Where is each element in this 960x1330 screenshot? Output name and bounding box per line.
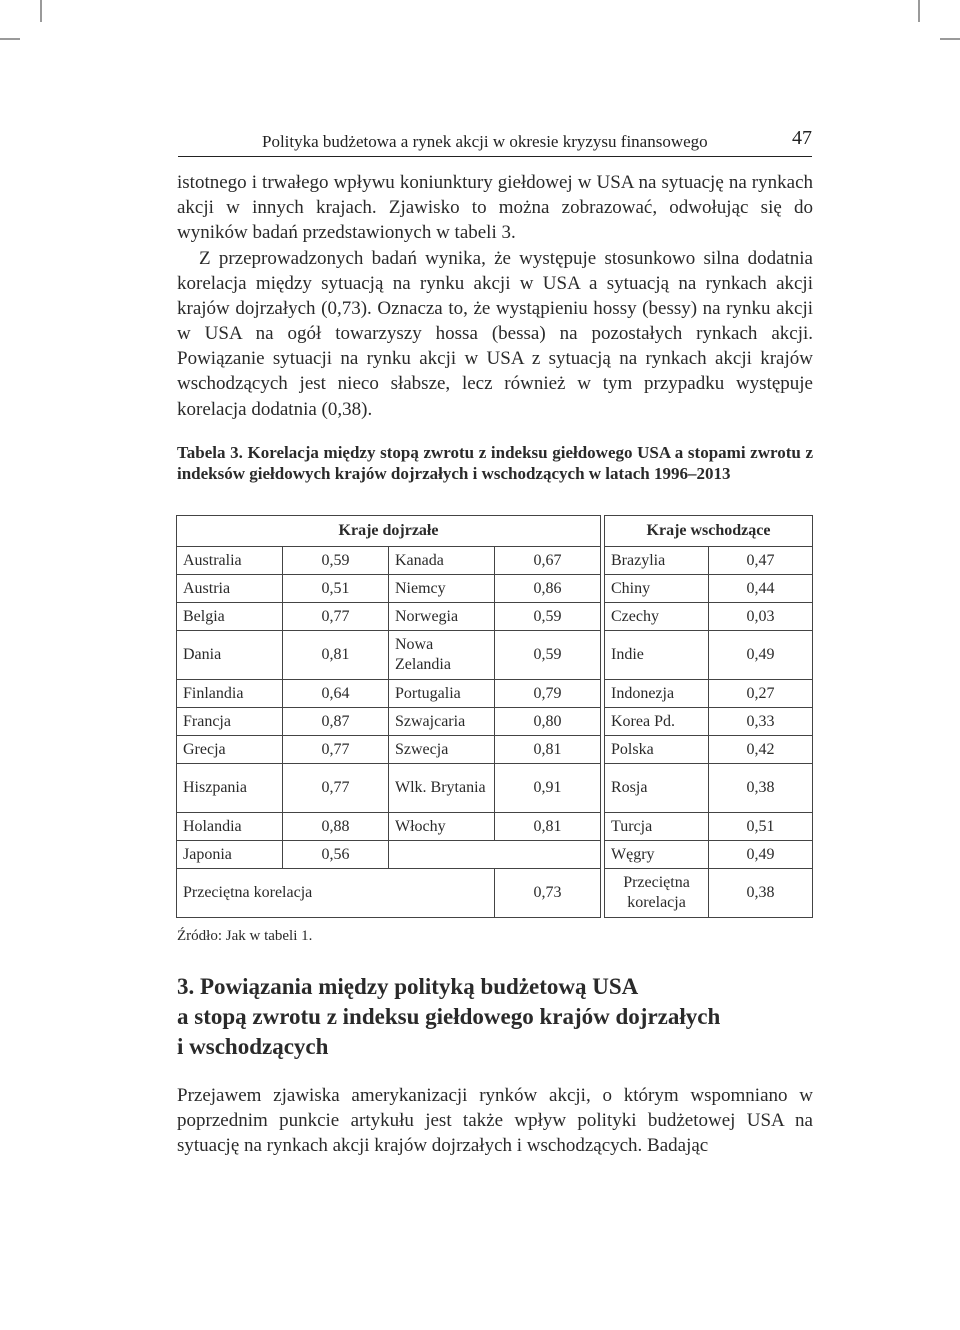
value-cell: 0,59 bbox=[495, 631, 601, 680]
country-cell: Australia bbox=[177, 547, 283, 575]
value-cell: 0,27 bbox=[709, 680, 813, 708]
table-row bbox=[177, 575, 813, 603]
value-cell: 0,59 bbox=[495, 603, 601, 631]
paragraph-intro: istotnego i trwałego wpływu koniunktury giełdowej w USA na sytuację na rynkach akcji w innych krajach. Zjawisko to można zobrazować, odwołując się do wyników badań przedstawionych w tabeli 3. bbox=[177, 172, 813, 244]
table-row bbox=[177, 708, 813, 736]
value-cell: 0,87 bbox=[283, 708, 389, 736]
crop-mark bbox=[918, 0, 920, 22]
value-cell: 0,44 bbox=[709, 575, 813, 603]
country-cell: Chiny bbox=[605, 575, 709, 603]
paragraph-section-intro: Przejawem zjawiska amerykanizacji rynków akcji, o którym wspomniano w poprzednim punkcie artykułu jest także wpływ polityki budżetowej USA na sytuację na rynkach akcji krajów dojrzałych i wschodzących. Badając bbox=[177, 1085, 813, 1157]
crop-mark bbox=[940, 38, 960, 40]
value-cell: 0,59 bbox=[283, 547, 389, 575]
value-cell: 0,47 bbox=[709, 547, 813, 575]
country-cell: Dania bbox=[177, 631, 283, 680]
value-cell: 0,77 bbox=[283, 603, 389, 631]
value-cell: 0,42 bbox=[709, 736, 813, 764]
average-label-developed: Przeciętna korelacja bbox=[177, 869, 495, 918]
crop-mark bbox=[0, 38, 20, 40]
empty-cell bbox=[389, 841, 601, 869]
value-cell: 0,51 bbox=[709, 813, 813, 841]
value-cell: 0,88 bbox=[283, 813, 389, 841]
country-cell: Nowa Zelandia bbox=[389, 631, 495, 680]
country-cell: Czechy bbox=[605, 603, 709, 631]
value-cell: 0,49 bbox=[709, 631, 813, 680]
value-cell: 0,80 bbox=[495, 708, 601, 736]
value-cell: 0,81 bbox=[495, 813, 601, 841]
country-cell: Kanada bbox=[389, 547, 495, 575]
country-cell: Włochy bbox=[389, 813, 495, 841]
country-cell: Norwegia bbox=[389, 603, 495, 631]
crop-mark bbox=[40, 0, 42, 22]
paragraph-correlation-findings: Z przeprowadzonych badań wynika, że występuje stosunkowo silna dodatnia korelacja między sytuacją na rynku akcji w USA a sytuacją na rynkach akcji krajów dojrzałych (0,73). Oznacza to, że wystąpieniu hossy (bessy) na rynku akcji w USA na ogół towarzyszy hossa (bessa) na pozostałych rynkach akcji. Powiązanie sytuacji na rynku akcji w USA z sytuacją na rynkach akcji krajów wschodzących jest nieco słabsze, lecz również w tym przypadku występuje korelacja dodatnia (0,38). bbox=[177, 248, 813, 420]
country-cell: Francja bbox=[177, 708, 283, 736]
country-cell: Grecja bbox=[177, 736, 283, 764]
country-cell: Korea Pd. bbox=[605, 708, 709, 736]
value-cell: 0,79 bbox=[495, 680, 601, 708]
table-row bbox=[177, 813, 813, 841]
table-row bbox=[177, 631, 813, 680]
table-row bbox=[177, 736, 813, 764]
country-cell: Polska bbox=[605, 736, 709, 764]
header-emerging-markets: Kraje wschodzące bbox=[605, 516, 813, 547]
country-cell: Austria bbox=[177, 575, 283, 603]
country-cell: Niemcy bbox=[389, 575, 495, 603]
country-cell: Turcja bbox=[605, 813, 709, 841]
country-cell: Portugalia bbox=[389, 680, 495, 708]
country-cell: Brazylia bbox=[605, 547, 709, 575]
value-cell: 0,91 bbox=[495, 764, 601, 813]
country-cell: Indie bbox=[605, 631, 709, 680]
section-heading-line: i wschodzących bbox=[177, 1034, 329, 1059]
header-developed-markets: Kraje dojrzałe bbox=[177, 516, 601, 547]
table-row bbox=[177, 603, 813, 631]
country-cell: Rosja bbox=[605, 764, 709, 813]
table-source: Źródło: Jak w tabeli 1. bbox=[177, 928, 313, 944]
page-number: 47 bbox=[792, 127, 812, 149]
country-cell: Finlandia bbox=[177, 680, 283, 708]
country-cell: Indonezja bbox=[605, 680, 709, 708]
value-cell: 0,81 bbox=[283, 631, 389, 680]
section-heading-line: a stopą zwrotu z indeksu giełdowego krajów dojrzałych bbox=[177, 1004, 721, 1029]
section-heading bbox=[177, 972, 813, 1062]
average-value-developed: 0,73 bbox=[495, 869, 601, 918]
average-label-emerging: Przeciętna korelacja bbox=[605, 869, 709, 918]
table-row bbox=[177, 680, 813, 708]
table-caption: Tabela 3. Korelacja między stopą zwrotu z indeksu giełdowego USA a stopami zwrotu z indeksów giełdowych krajów dojrzałych i wschodzących w latach 1996–2013 bbox=[177, 443, 813, 483]
value-cell: 0,49 bbox=[709, 841, 813, 869]
value-cell: 0,51 bbox=[283, 575, 389, 603]
country-cell: Szwecja bbox=[389, 736, 495, 764]
value-cell: 0,67 bbox=[495, 547, 601, 575]
value-cell: 0,77 bbox=[283, 736, 389, 764]
average-value-emerging: 0,38 bbox=[709, 869, 813, 918]
country-cell: Szwajcaria bbox=[389, 708, 495, 736]
correlation-table bbox=[176, 515, 813, 918]
value-cell: 0,56 bbox=[283, 841, 389, 869]
value-cell: 0,86 bbox=[495, 575, 601, 603]
table-row-average bbox=[177, 869, 813, 918]
value-cell: 0,77 bbox=[283, 764, 389, 813]
country-cell: Węgry bbox=[605, 841, 709, 869]
table-row bbox=[177, 764, 813, 813]
table-row bbox=[177, 841, 813, 869]
running-head bbox=[178, 128, 812, 157]
country-cell: Belgia bbox=[177, 603, 283, 631]
value-cell: 0,33 bbox=[709, 708, 813, 736]
section-heading-line: 3. Powiązania między polityką budżetową USA bbox=[177, 974, 639, 999]
country-cell: Hiszpania bbox=[177, 764, 283, 813]
country-cell: Wlk. Brytania bbox=[389, 764, 495, 813]
value-cell: 0,03 bbox=[709, 603, 813, 631]
country-cell: Holandia bbox=[177, 813, 283, 841]
table-row bbox=[177, 547, 813, 575]
value-cell: 0,64 bbox=[283, 680, 389, 708]
value-cell: 0,81 bbox=[495, 736, 601, 764]
country-cell: Japonia bbox=[177, 841, 283, 869]
table-header-row bbox=[177, 516, 813, 547]
running-head-title: Polityka budżetowa a rynek akcji w okresie kryzysu finansowego bbox=[262, 132, 708, 151]
value-cell: 0,38 bbox=[709, 764, 813, 813]
